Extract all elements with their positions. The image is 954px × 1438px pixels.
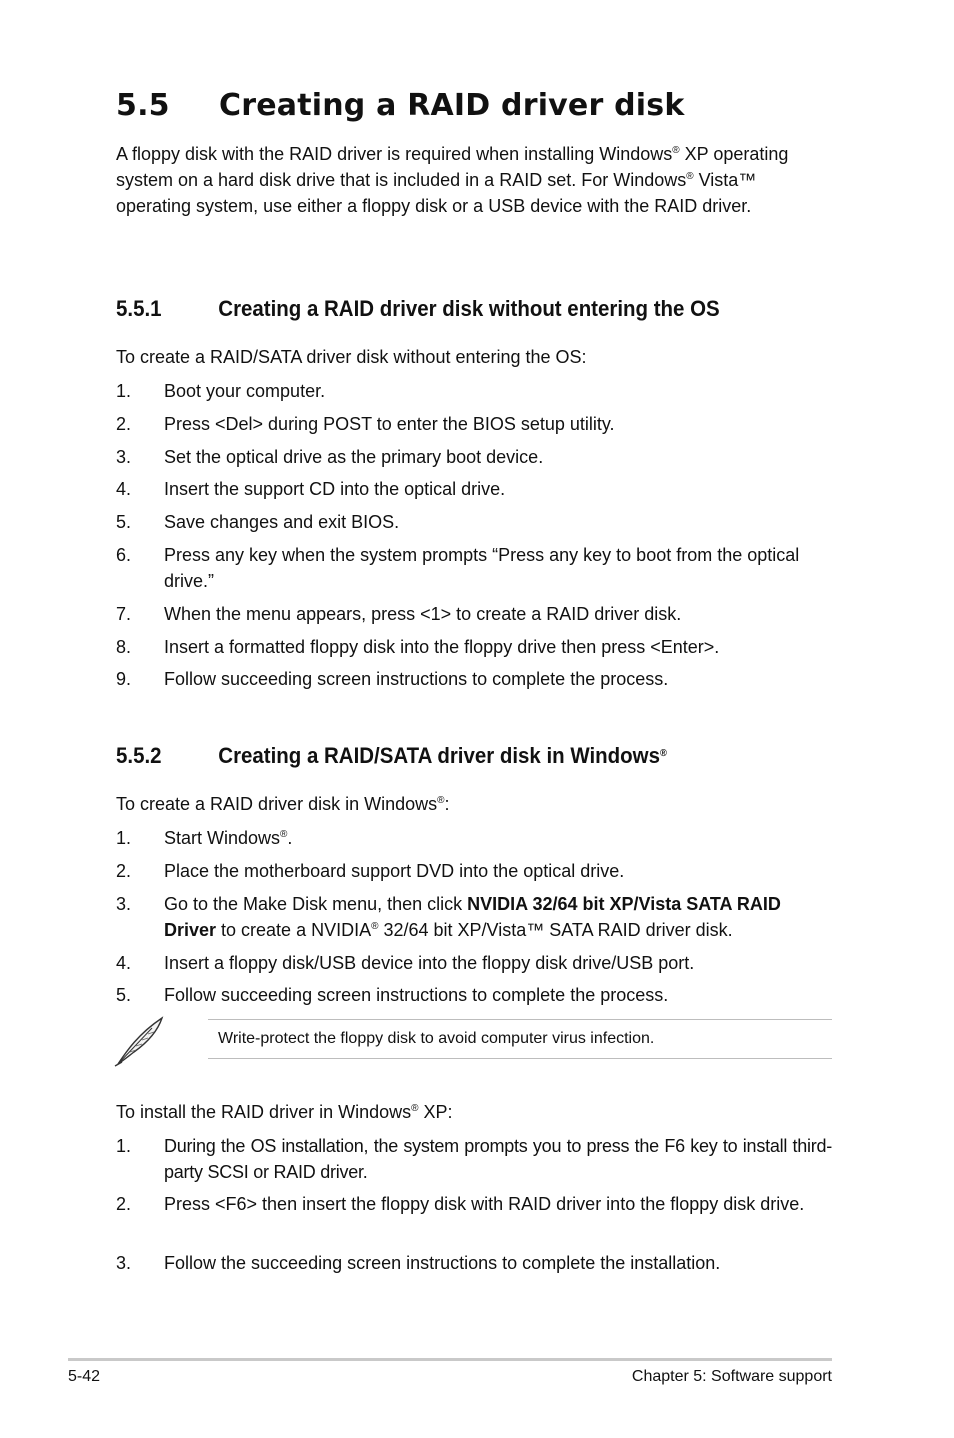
list-number: 4. [116,953,132,973]
lead-end: : [444,794,450,814]
list-text [164,891,832,943]
list-number: 3. [116,1253,132,1273]
list-number: 2. [116,1194,132,1214]
note-text: Write-protect the floppy disk to avoid computer virus infection. [218,1030,655,1047]
list-text [164,825,832,851]
subsection-number: 5.5.2 [116,743,162,768]
list-text: Press any key when the system prompts “Press any key to boot from the optical drive.” [164,545,800,591]
list-text: Follow succeeding screen instructions to complete the process. [164,985,669,1005]
list-text-mid: to create a NVIDIA [216,920,372,940]
list-number: 1. [116,828,132,848]
list-text: Set the optical drive as the primary boot device. [164,447,544,467]
intro-paragraph [116,141,832,219]
list-text: Save changes and exit BIOS. [164,512,400,532]
list-number: 2. [116,414,132,434]
list-text: Press <F6> then insert the floppy disk with RAID driver into the floppy disk drive. [164,1194,805,1214]
registered-mark: ® [659,748,667,759]
registered-mark: ® [371,921,379,932]
subsection-number: 5.5.1 [116,296,162,321]
registered-mark: ® [672,145,680,156]
list-number: 3. [116,894,132,914]
driver-name-bold: NVIDIA 32/64 bit XP/Vista SATA RAID Driver [164,894,781,940]
intro-text-1: A floppy disk with the RAID driver is required when installing Windows [116,144,673,164]
list-text: Place the motherboard support DVD into the optical drive. [164,861,625,881]
registered-mark: ® [411,1103,419,1114]
sub2-lead [116,791,832,817]
list-text-end: . [287,828,293,848]
note-bottom-rule [208,1058,832,1059]
list-text: Insert a formatted floppy disk into the floppy drive then press <Enter>. [164,637,720,657]
list-text: Insert a floppy disk/USB device into the floppy disk drive/USB port. [164,953,695,973]
list-number: 5. [116,512,132,532]
list-text: During the OS installation, the system prompts you to press the F6 key to install third-party SCSI or RAID driver. [164,1136,832,1182]
page-title [116,88,684,123]
list-number: 1. [116,1136,132,1156]
list-number: 3. [116,447,132,467]
list-number: 9. [116,669,132,689]
registered-mark: ® [686,171,694,182]
list-number: 6. [116,545,132,565]
section-title: Creating a RAID driver disk [219,88,685,123]
subsection-heading-2 [116,743,667,769]
note-top-rule [208,1019,832,1020]
list-text: When the menu appears, press <1> to create a RAID driver disk. [164,604,682,624]
intro-text-2: XP operating system on a hard disk drive that is included in a RAID set. For Windows [116,144,789,190]
subsection-heading-1 [116,296,720,322]
lead-text: To create a RAID driver disk in Windows [116,794,438,814]
subsection-title: Creating a RAID/SATA driver disk in Windows [218,743,660,768]
intro-text-3: Vista™ operating system, use either a floppy disk or a USB device with the RAID driver. [116,170,757,216]
install-lead [116,1099,832,1125]
sub1-lead: To create a RAID/SATA driver disk without entering the OS: [116,347,587,367]
footer-rule [68,1358,832,1361]
list-text: Follow the succeeding screen instructions to complete the installation. [164,1253,721,1273]
list-number: 2. [116,861,132,881]
list-number: 4. [116,479,132,499]
list-text: Press <Del> during POST to enter the BIOS setup utility. [164,414,615,434]
lead-text: To install the RAID driver in Windows [116,1102,412,1122]
feather-pen-icon [112,1012,168,1068]
list-text: Follow succeeding screen instructions to complete the process. [164,669,669,689]
list-text-main: Start Windows [164,828,281,848]
registered-mark: ® [437,795,445,806]
subsection-title: Creating a RAID driver disk without entering the OS [218,296,720,321]
list-number: 5. [116,985,132,1005]
lead-end: XP: [418,1102,453,1122]
list-number: 8. [116,637,132,657]
list-number: 7. [116,604,132,624]
list-text: Insert the support CD into the optical drive. [164,479,506,499]
section-number: 5.5 [116,88,170,123]
list-number: 1. [116,381,132,401]
page-number: 5-42 [68,1368,101,1385]
list-text: Boot your computer. [164,381,326,401]
chapter-label: Chapter 5: Software support [631,1368,832,1385]
list-text-end: 32/64 bit XP/Vista™ SATA RAID driver disk. [378,920,733,940]
list-text-pre: Go to the Make Disk menu, then click [164,894,468,914]
registered-mark: ® [280,829,288,840]
